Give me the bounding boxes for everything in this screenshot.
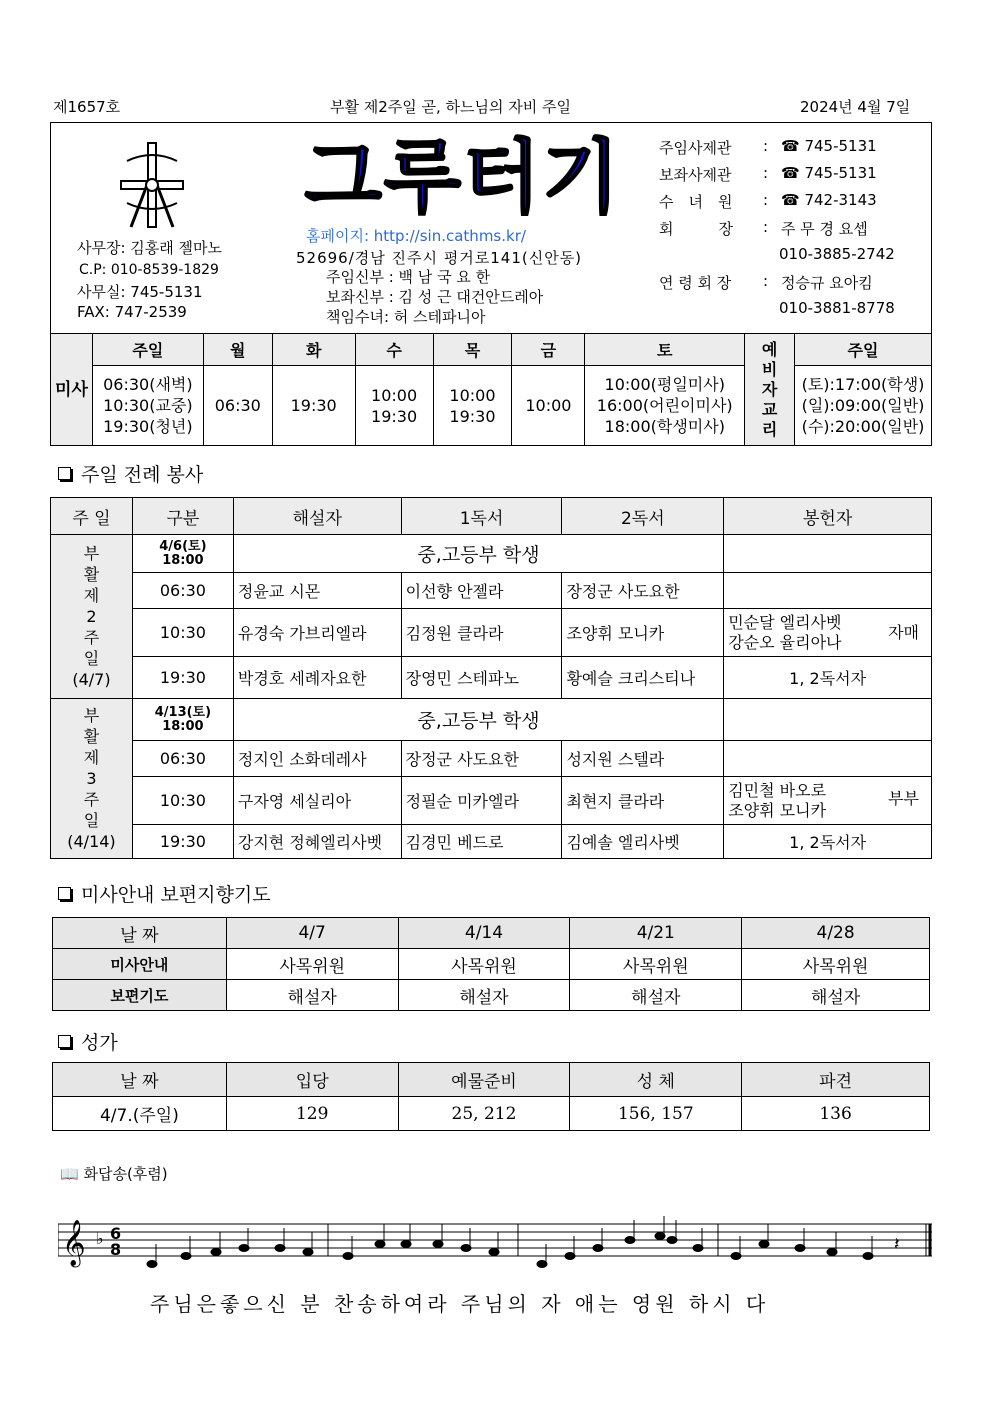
mass-schedule-table [50, 333, 932, 446]
guide-header: 날 짜 [53, 918, 227, 949]
office-head: 사무장: 김홍래 젤마노 [77, 239, 223, 257]
commentator-cell: 박경호 세례자요한 [233, 657, 401, 699]
mass-header: 화 [272, 334, 355, 366]
checkbox-icon [58, 467, 71, 480]
mass-header: 목 [433, 334, 512, 366]
mass-tue: 19:30 [272, 366, 355, 446]
commentator-cell: 유경숙 가브리엘라 [233, 609, 401, 657]
offerer-cell [724, 535, 932, 573]
guide-table [52, 917, 930, 1011]
mass-header: 주일 [92, 334, 203, 366]
offerer-cell [724, 699, 932, 741]
time-cell: 10:30 [132, 609, 233, 657]
bulletin-logo-title: 그루터기 [304, 131, 622, 224]
guide-date: 4/28 [742, 918, 930, 949]
checkbox-icon [58, 1035, 71, 1048]
eve-slot: 4/6(토) 18:00 [132, 535, 233, 573]
reading2-cell: 조양휘 모니카 [562, 609, 724, 657]
catechism-times: (토):17:00(학생) (일):09:00(일반) (수):20:00(일반) [795, 366, 932, 446]
hymn-number: 129 [226, 1097, 398, 1131]
treble-clef-icon: 𝄞 [62, 1220, 86, 1266]
week-label: 부활제3주일 (4/14) [51, 699, 133, 859]
psalm-label: 📖 화답송(후렴) [60, 1165, 168, 1183]
mass-mon: 06:30 [203, 366, 272, 446]
guide-date: 4/7 [226, 918, 398, 949]
pastor: 주임신부 : 백 남 국 요 한 [326, 268, 491, 286]
time-cell: 19:30 [132, 657, 233, 699]
mass-sat: 10:00(평일미사) 16:00(어린이미사) 18:00(학생미사) [585, 366, 745, 446]
reading2-cell: 성지원 스텔라 [562, 741, 724, 777]
table-row [51, 657, 932, 699]
reading2-cell: 김예솔 엘리사벳 [562, 825, 724, 859]
mass-header: 월 [203, 334, 272, 366]
guide-date: 4/14 [398, 918, 570, 949]
hymn-header: 성 체 [570, 1063, 742, 1097]
reading1-cell: 이선향 안젤라 [401, 573, 562, 609]
parish-address: 52696/경남 진주시 평거로141(신안동) [296, 249, 583, 267]
hymn-number: 156, 157 [570, 1097, 742, 1131]
office-cp: C.P: 010-8539-1829 [79, 262, 219, 278]
liturgy-header: 주 일 [51, 498, 133, 535]
book-icon: 📖 [60, 1165, 79, 1183]
time-sig-bottom: 8 [110, 1240, 122, 1259]
hymn-number: 25, 212 [398, 1097, 570, 1131]
mass-header: 금 [512, 334, 585, 366]
bulletin-header [50, 122, 932, 334]
guide-cell: 해설자 [570, 980, 742, 1011]
mass-fri: 10:00 [512, 366, 585, 446]
section-liturgy: 주일 전례 봉사 [58, 460, 203, 487]
hymn-table [52, 1062, 930, 1131]
offerer-cell: 1, 2독서자 [724, 825, 932, 859]
contact-label: 연 령 회 장 [659, 274, 732, 292]
contact-value: ☎ 742-3143 [781, 191, 877, 209]
time-sig-top: 6 [110, 1224, 122, 1243]
reading2-cell: 황예슬 크리스티나 [562, 657, 724, 699]
eve-text: 중,고등부 학생 [233, 699, 723, 741]
contact-value: 정승규 요아킴 [781, 274, 873, 292]
guide-row-label: 미사안내 [53, 949, 227, 980]
guide-cell: 사목위원 [742, 949, 930, 980]
reading1-cell: 김정원 클라라 [401, 609, 562, 657]
contact-value: ☎ 745-5131 [781, 137, 877, 155]
guide-cell: 사목위원 [398, 949, 570, 980]
time-cell: 06:30 [132, 741, 233, 777]
liturgy-header: 구분 [132, 498, 233, 535]
liturgy-header: 해설자 [233, 498, 401, 535]
liturgy-header: 봉헌자 [724, 498, 932, 535]
hymn-header: 입당 [226, 1063, 398, 1097]
section-hymn: 성가 [58, 1028, 118, 1055]
table-row [53, 1063, 930, 1097]
reading1-cell: 김경민 베드로 [401, 825, 562, 859]
commentator-cell: 정윤교 시몬 [233, 573, 401, 609]
mass-thu: 10:00 19:30 [433, 366, 512, 446]
guide-cell: 해설자 [226, 980, 398, 1011]
time-cell: 10:30 [132, 777, 233, 825]
contact-value: 주 무 경 요셉 [781, 220, 868, 238]
flat-icon: ♭ [96, 1229, 104, 1248]
table-row [51, 573, 932, 609]
contact-colon: : [763, 218, 769, 236]
checkbox-icon [58, 887, 71, 900]
rest-icon: 𝄽 [894, 1234, 900, 1255]
table-row [53, 949, 930, 980]
table-row [53, 918, 930, 949]
table-row [53, 980, 930, 1011]
mass-side-label: 미사 [51, 334, 93, 446]
issue-number: 제1657호 [53, 98, 121, 116]
contact-value: ☎ 745-5131 [781, 164, 877, 182]
issue-date: 2024년 4월 7일 [800, 98, 911, 116]
responsible-nun: 책임수녀: 허 스테파니아 [326, 308, 486, 326]
mass-wed: 10:00 19:30 [355, 366, 433, 446]
parish-logo-icon [117, 141, 187, 229]
guide-row-label: 보편기도 [53, 980, 227, 1011]
office-fax: FAX: 747-2539 [77, 303, 187, 321]
contact-label: 수 녀 원 [659, 193, 733, 211]
reading1-cell: 장정군 사도요한 [401, 741, 562, 777]
table-row [51, 741, 932, 777]
catechism-header: 주일 [795, 334, 932, 366]
hymn-header: 파견 [742, 1063, 930, 1097]
contact-colon: : [763, 191, 769, 209]
hymn-header: 날 짜 [53, 1063, 227, 1097]
contact-value: 010-3885-2742 [779, 245, 895, 263]
offerer-cell [724, 741, 932, 777]
mass-header: 수 [355, 334, 433, 366]
guide-cell: 사목위원 [570, 949, 742, 980]
offerer-cell: 1, 2독서자 [724, 657, 932, 699]
hymn-date: 4/7.(주일) [53, 1097, 227, 1131]
mass-header: 토 [585, 334, 745, 366]
contact-colon: : [763, 272, 769, 290]
reading1-cell: 정필순 미카엘라 [401, 777, 562, 825]
offerer-cell [724, 573, 932, 609]
catechism-label: 예비자교리 [745, 334, 795, 446]
reading2-cell: 장정군 사도요한 [562, 573, 724, 609]
contact-label: 보좌사제관 [659, 166, 732, 184]
table-row [53, 1097, 930, 1131]
table-row [51, 609, 932, 657]
guide-date: 4/21 [570, 918, 742, 949]
hymn-header: 예물준비 [398, 1063, 570, 1097]
table-row [51, 825, 932, 859]
guide-cell: 해설자 [398, 980, 570, 1011]
hymn-number: 136 [742, 1097, 930, 1131]
homepage-link[interactable]: 홈페이지: http://sin.cathms.kr/ [306, 227, 526, 245]
liturgy-header: 2독서 [562, 498, 724, 535]
contact-label: 주임사제관 [659, 139, 732, 157]
reading2-cell: 최현지 클라라 [562, 777, 724, 825]
contact-label: 회 장 [659, 220, 733, 238]
offerer-cell: 김민철 바오로 조양휘 모니카 부부 [724, 777, 932, 825]
music-staff [58, 1210, 934, 1290]
contact-colon: : [763, 164, 769, 182]
guide-cell: 사목위원 [226, 949, 398, 980]
week-label: 부활제2주일 (4/7) [51, 535, 133, 699]
mass-sunday: 06:30(새벽) 10:30(교중) 19:30(청년) [92, 366, 203, 446]
table-row [51, 777, 932, 825]
guide-cell: 해설자 [742, 980, 930, 1011]
time-cell: 19:30 [132, 825, 233, 859]
commentator-cell: 구자영 세실리아 [233, 777, 401, 825]
assistant-priest: 보좌신부 : 김 성 근 대건안드레아 [326, 288, 544, 306]
reading1-cell: 장영민 스테파노 [401, 657, 562, 699]
liturgy-header: 1독서 [401, 498, 562, 535]
contact-colon: : [763, 137, 769, 155]
top-line [0, 96, 992, 116]
commentator-cell: 강지현 정혜엘리사벳 [233, 825, 401, 859]
offerer-cell: 민순달 엘리사벳 강순오 율리아나 자매 [724, 609, 932, 657]
contact-value: 010-3881-8778 [779, 299, 895, 317]
eve-text: 중,고등부 학생 [233, 535, 723, 573]
time-cell: 06:30 [132, 573, 233, 609]
section-guide: 미사안내 보편지향기도 [58, 880, 271, 907]
commentator-cell: 정지인 소화데레사 [233, 741, 401, 777]
issue-title: 부활 제2주일 곧, 하느님의 자비 주일 [330, 98, 572, 116]
liturgy-table [50, 497, 932, 859]
psalm-lyrics: 주님은좋으신 분 찬송하여라 주님의 자 애는 영원 하시 다 [150, 1292, 770, 1316]
eve-slot: 4/13(토) 18:00 [132, 699, 233, 741]
office-tel: 사무실: 745-5131 [77, 283, 203, 301]
